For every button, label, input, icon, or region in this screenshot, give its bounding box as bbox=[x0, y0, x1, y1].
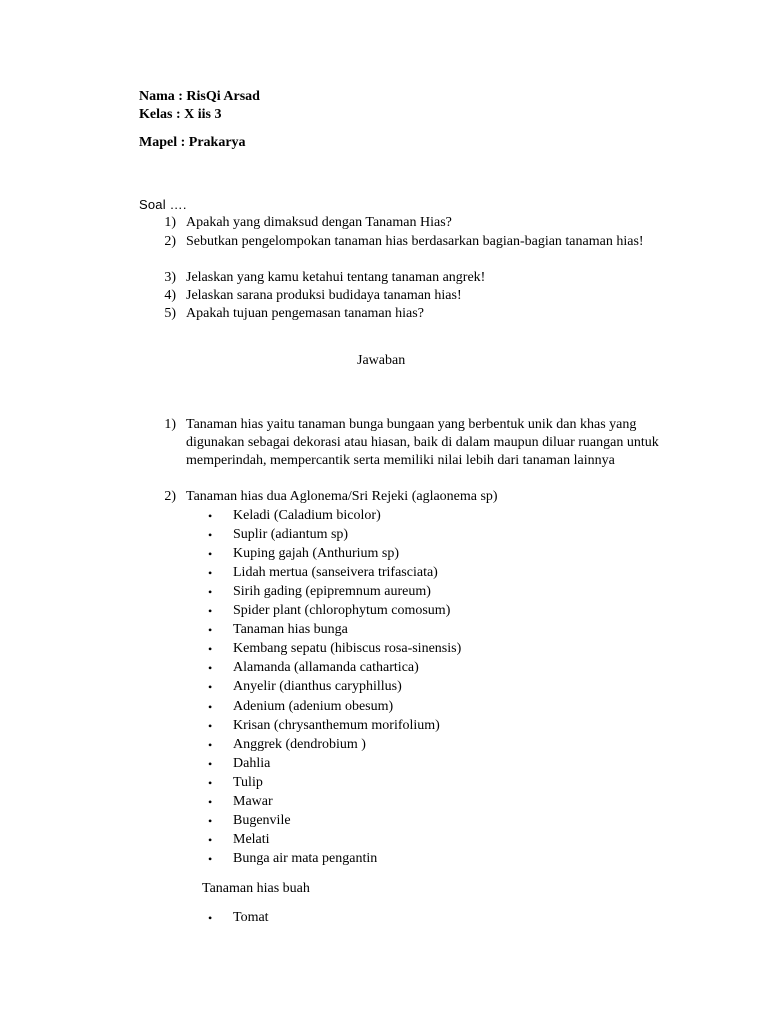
bullet-dot: • bbox=[208, 776, 213, 790]
list-item: Tomat bbox=[233, 910, 269, 925]
bullet-dot: • bbox=[208, 642, 213, 656]
list-item: Dahlia bbox=[233, 756, 271, 771]
bullet-dot: • bbox=[208, 795, 213, 809]
soal-text: Apakah yang dimaksud dengan Tanaman Hias? bbox=[186, 215, 452, 230]
soal-text: Jelaskan yang kamu ketahui tentang tanaman angrek! bbox=[186, 270, 486, 285]
bullet-dot: • bbox=[208, 911, 213, 925]
soal-number: 4) bbox=[164, 288, 176, 303]
bullet-dot: • bbox=[208, 814, 213, 828]
bullet-dot: • bbox=[208, 719, 213, 733]
soal-number: 5) bbox=[164, 306, 176, 321]
list-item: Krisan (chrysanthemum morifolium) bbox=[233, 718, 440, 733]
list-item: Anggrek (dendrobium ) bbox=[233, 737, 366, 752]
bullet-dot: • bbox=[208, 852, 213, 866]
bullet-dot: • bbox=[208, 661, 213, 675]
soal-text: Apakah tujuan pengemasan tanaman hias? bbox=[186, 306, 424, 321]
list-item: Suplir (adiantum sp) bbox=[233, 527, 349, 542]
answer-text: Tanaman hias yaitu tanaman bunga bungaan yang berbentuk unik dan khas yang digunakan sebagai dekorasi atau hiasan, baik di dalam maupun diluar ruangan untuk memperindah, mempercantik serta memiliki nilai lebih dari tanaman lainnya bbox=[186, 417, 659, 468]
list-item: Alamanda (allamanda cathartica) bbox=[233, 660, 419, 675]
soal-text: Sebutkan pengelompokan tanaman hias berdasarkan bagian-bagian tanaman hias! bbox=[186, 234, 644, 249]
bullet-dot: • bbox=[208, 528, 213, 542]
soal-number: 1) bbox=[164, 215, 176, 230]
bullet-dot: • bbox=[208, 509, 213, 523]
bullet-dot: • bbox=[208, 604, 213, 618]
soal-label: Soal …. bbox=[139, 197, 187, 212]
bullet-dot: • bbox=[208, 680, 213, 694]
list-item: Tulip bbox=[233, 775, 263, 790]
student-name: Nama : RisQi Arsad bbox=[139, 89, 260, 104]
subject: Mapel : Prakarya bbox=[139, 135, 246, 150]
bullet-dot: • bbox=[208, 585, 213, 599]
list-item: Kuping gajah (Anthurium sp) bbox=[233, 546, 400, 561]
bullet-dot: • bbox=[208, 700, 213, 714]
list-item: Tanaman hias bunga bbox=[233, 622, 348, 637]
answer-text: Tanaman hias dua Aglonema/Sri Rejeki (aglaonema sp) bbox=[186, 489, 498, 504]
list-item: Melati bbox=[233, 832, 270, 847]
student-class: Kelas : X iis 3 bbox=[139, 107, 222, 122]
list-item: Adenium (adenium obesum) bbox=[233, 699, 394, 714]
bullet-dot: • bbox=[208, 566, 213, 580]
list-item: Bunga air mata pengantin bbox=[233, 851, 378, 866]
jawaban-heading: Jawaban bbox=[357, 353, 406, 368]
soal-number: 2) bbox=[164, 234, 176, 249]
list-item: Lidah mertua (sanseivera trifasciata) bbox=[233, 565, 438, 580]
list-item: Mawar bbox=[233, 794, 273, 809]
list-item: Keladi (Caladium bicolor) bbox=[233, 508, 381, 523]
soal-number: 3) bbox=[164, 270, 176, 285]
list-item: Kembang sepatu (hibiscus rosa-sinensis) bbox=[233, 641, 462, 656]
list-item: Bugenvile bbox=[233, 813, 291, 828]
answer-number: 2) bbox=[164, 489, 176, 504]
bullet-dot: • bbox=[208, 757, 213, 771]
bullet-dot: • bbox=[208, 833, 213, 847]
bullet-dot: • bbox=[208, 623, 213, 637]
bullet-dot: • bbox=[208, 738, 213, 752]
soal-text: Jelaskan sarana produksi budidaya tanaman hias! bbox=[186, 288, 462, 303]
list-item: Spider plant (chlorophytum comosum) bbox=[233, 603, 451, 618]
list-item: Anyelir (dianthus caryphillus) bbox=[233, 679, 402, 694]
answer-number: 1) bbox=[164, 417, 176, 432]
buah-heading: Tanaman hias buah bbox=[202, 881, 310, 896]
list-item: Sirih gading (epipremnum aureum) bbox=[233, 584, 431, 599]
bullet-dot: • bbox=[208, 547, 213, 561]
